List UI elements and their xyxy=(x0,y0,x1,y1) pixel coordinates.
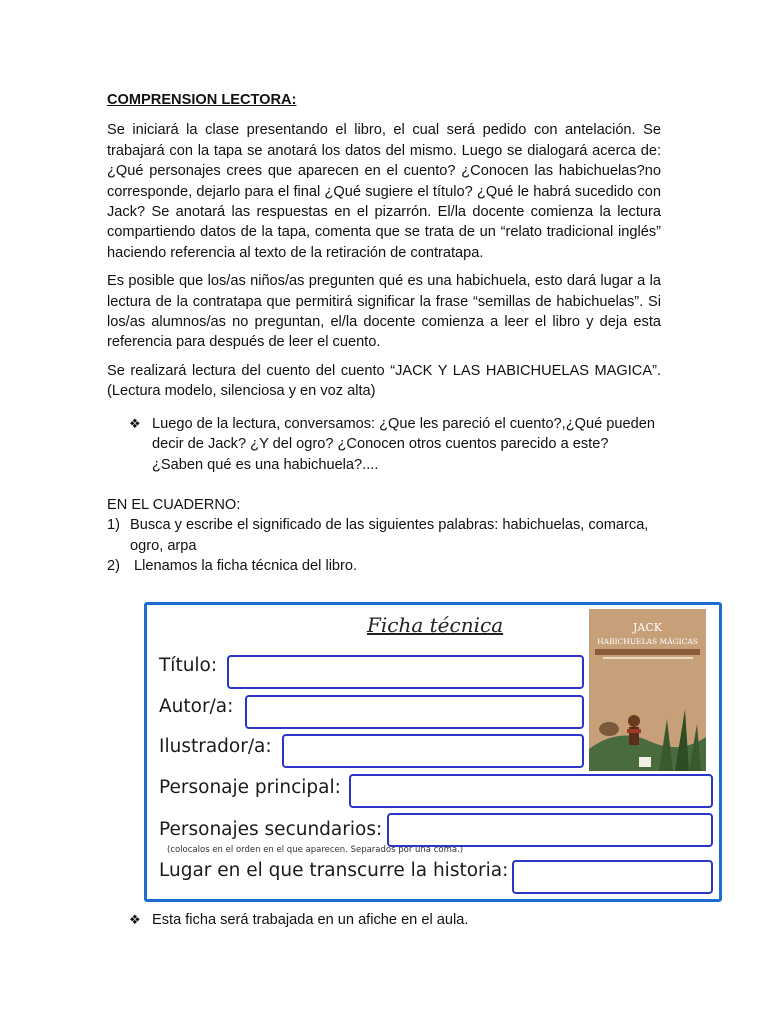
section-heading: COMPRENSION LECTORA: xyxy=(107,92,297,108)
personaje-principal-box xyxy=(349,774,713,808)
secundarios-note: (colocalos en el orden en el que aparecen. Separados por una coma.) xyxy=(167,845,464,855)
label-autor: Autor/a: xyxy=(159,696,234,717)
task-text-1: Busca y escribe el significado de las siguientes palabras: habichuelas, comarca, ogro, arpa xyxy=(130,517,649,554)
label-ilustrador: Ilustrador/a: xyxy=(159,736,272,757)
paragraph-2: Es posible que los/as niños/as pregunten qué es una habichuela, esto dará lugar a la lectura de la contratapa que permitirá significar la frase “semillas de habichuelas”. Si los/as alumnos/as no preguntan, el/la docente comienza a leer el libro y deja esta referencia para después de leer el cuento. xyxy=(107,273,661,351)
task-text-2: Llenamos la ficha técnica del libro. xyxy=(134,558,358,575)
task-number-2: 2) xyxy=(107,558,120,575)
autor-box xyxy=(245,695,584,729)
cover-title-line-1: JACK xyxy=(633,621,662,634)
task-number-1: 1) xyxy=(107,517,120,534)
cover-title-line-2: HABICHUELAS MÁGICAS xyxy=(597,637,698,646)
book-cover xyxy=(589,609,706,771)
label-personajes-secundarios: Personajes secundarios: xyxy=(159,819,383,840)
bullet-text-1: Luego de la lectura, conversamos: ¿Que les pareció el cuento?,¿Qué pueden decir de Jack? ¿Y del ogro? ¿Conocen otros cuentos parecido a este? ¿Saben qué es una habichuela?.... xyxy=(152,415,655,473)
bullet-item-1 xyxy=(107,414,661,475)
task-item-2 xyxy=(107,556,661,576)
personajes-secundarios-box xyxy=(387,813,713,847)
titulo-box xyxy=(227,655,584,689)
ficha-tecnica-image xyxy=(144,602,722,902)
paragraph-3: Se realizará lectura del cuento del cuento “JACK Y LAS HABICHUELAS MAGICA”. (Lectura modelo, silenciosa y en voz alta) xyxy=(107,362,661,400)
label-personaje-principal: Personaje principal: xyxy=(159,777,341,798)
document-body xyxy=(107,90,661,577)
ilustrador-box xyxy=(282,734,584,768)
cuaderno-section xyxy=(107,495,661,577)
cuaderno-heading: EN EL CUADERNO: xyxy=(107,496,241,513)
paragraph-1: Se iniciará la clase presentando el libro, el cual será pedido con antelación. Se trabajará con la tapa se anotará los datos del mismo. Luego se dialogará acerca de: ¿Qué personajes crees que aparecen en el cuento? ¿Conocen las habichuelas?no corresponde, dejarlo para el final ¿Qué sugiere el título? ¿Qué le habrá sucedido con Jack? Se anotará las respuestas en el pizarrón. El/la docente comienza la lectura compartiendo datos de la tapa, comenta que se trata de un “relato tradicional inglés” haciendo referencia al texto de la retiración de contratapa. xyxy=(107,122,661,261)
bullet-item-2 xyxy=(107,912,706,928)
lugar-box xyxy=(512,860,713,894)
task-item-1 xyxy=(107,515,661,556)
ficha-title: Ficha técnica xyxy=(367,613,504,637)
diamond-bullet-icon: ❖ xyxy=(129,415,141,431)
label-titulo: Título: xyxy=(159,655,218,676)
bullet-text-2: Esta ficha será trabajada en un afiche en el aula. xyxy=(152,912,469,928)
diamond-bullet-icon: ❖ xyxy=(129,912,141,927)
label-lugar: Lugar en el que transcurre la historia: xyxy=(159,860,509,881)
